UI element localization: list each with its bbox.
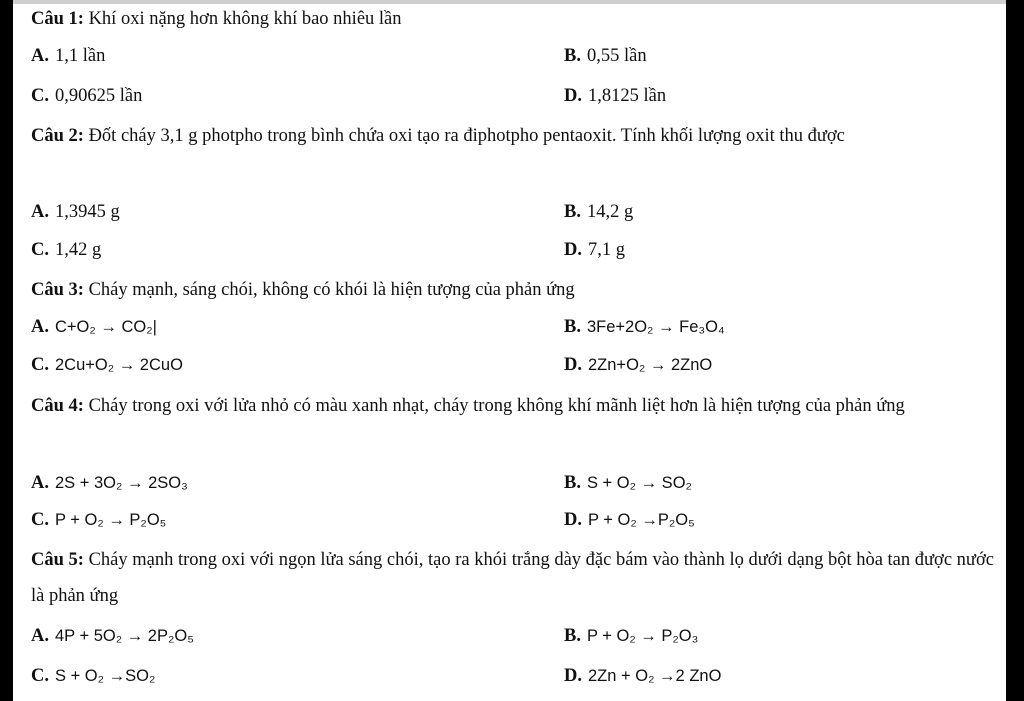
q5-option-d: D. 2Zn + O₂ →2 ZnO bbox=[564, 666, 722, 686]
question-4 bbox=[31, 388, 997, 424]
q4-option-a: A. 2S + 3O₂ → 2SO₃ bbox=[31, 473, 188, 493]
q2-option-c: C. 1,42 g bbox=[31, 240, 102, 260]
q4-option-d: D. P + O₂ →P₂O₅ bbox=[564, 510, 695, 530]
q5-option-b: B. P + O₂ → P₂O₃ bbox=[564, 626, 699, 646]
question-4-number: Câu 4: bbox=[31, 396, 84, 416]
question-1-text: Khí oxi nặng hơn không khí bao nhiêu lần bbox=[88, 9, 402, 29]
question-4-text: Cháy trong oxi với lửa nhỏ có màu xanh nhạt, cháy trong không khí mãnh liệt hơn là hiện tượng của phản ứng bbox=[88, 396, 905, 416]
q4-option-c: C. P + O₂ → P₂O₅ bbox=[31, 510, 167, 530]
q1-option-c: C. 0,90625 lần bbox=[31, 86, 143, 106]
q5-option-a: A. 4P + 5O₂ → 2P₂O₅ bbox=[31, 626, 194, 646]
q1-option-d: D. 1,8125 lần bbox=[564, 86, 667, 106]
q2-option-a: A. 1,3945 g bbox=[31, 202, 120, 222]
question-3-number: Câu 3: bbox=[31, 280, 84, 300]
question-2-text: Đốt cháy 3,1 g photpho trong bình chứa oxi tạo ra điphotpho pentaoxit. Tính khối lượng oxit thu được bbox=[88, 126, 845, 146]
q3-option-b: B. 3Fe+2O₂ → Fe₃O₄ bbox=[564, 317, 725, 337]
q1-option-b: B. 0,55 lần bbox=[564, 46, 647, 66]
q3-option-c: C. 2Cu+O₂ → 2CuO bbox=[31, 355, 183, 375]
question-5-number: Câu 5: bbox=[31, 550, 84, 570]
question-2-number: Câu 2: bbox=[31, 126, 84, 146]
question-5-text: Cháy mạnh trong oxi với ngọn lửa sáng chói, tạo ra khói trắng dày đặc bám vào thành lọ dưới dạng bột hòa tan được nước là phản ứng bbox=[31, 550, 994, 606]
q5-option-c: C. S + O₂ →SO₂ bbox=[31, 666, 156, 686]
q2-option-d: D. 7,1 g bbox=[564, 240, 625, 260]
question-1-number: Câu 1: bbox=[31, 9, 84, 29]
q3-option-a: A. C+O₂ → CO₂| bbox=[31, 317, 157, 337]
question-2 bbox=[31, 118, 997, 154]
q1-option-a: A. 1,1 lần bbox=[31, 46, 106, 66]
question-5 bbox=[31, 542, 997, 614]
q2-option-b: B. 14,2 g bbox=[564, 202, 634, 222]
document-page bbox=[13, 0, 1006, 701]
q4-option-b: B. S + O₂ → SO₂ bbox=[564, 473, 692, 493]
question-3-text: Cháy mạnh, sáng chói, không có khói là hiện tượng của phản ứng bbox=[88, 280, 575, 300]
question-1 bbox=[31, 1, 997, 37]
question-3 bbox=[31, 272, 997, 308]
q3-option-d: D. 2Zn+O₂ → 2ZnO bbox=[564, 355, 713, 375]
